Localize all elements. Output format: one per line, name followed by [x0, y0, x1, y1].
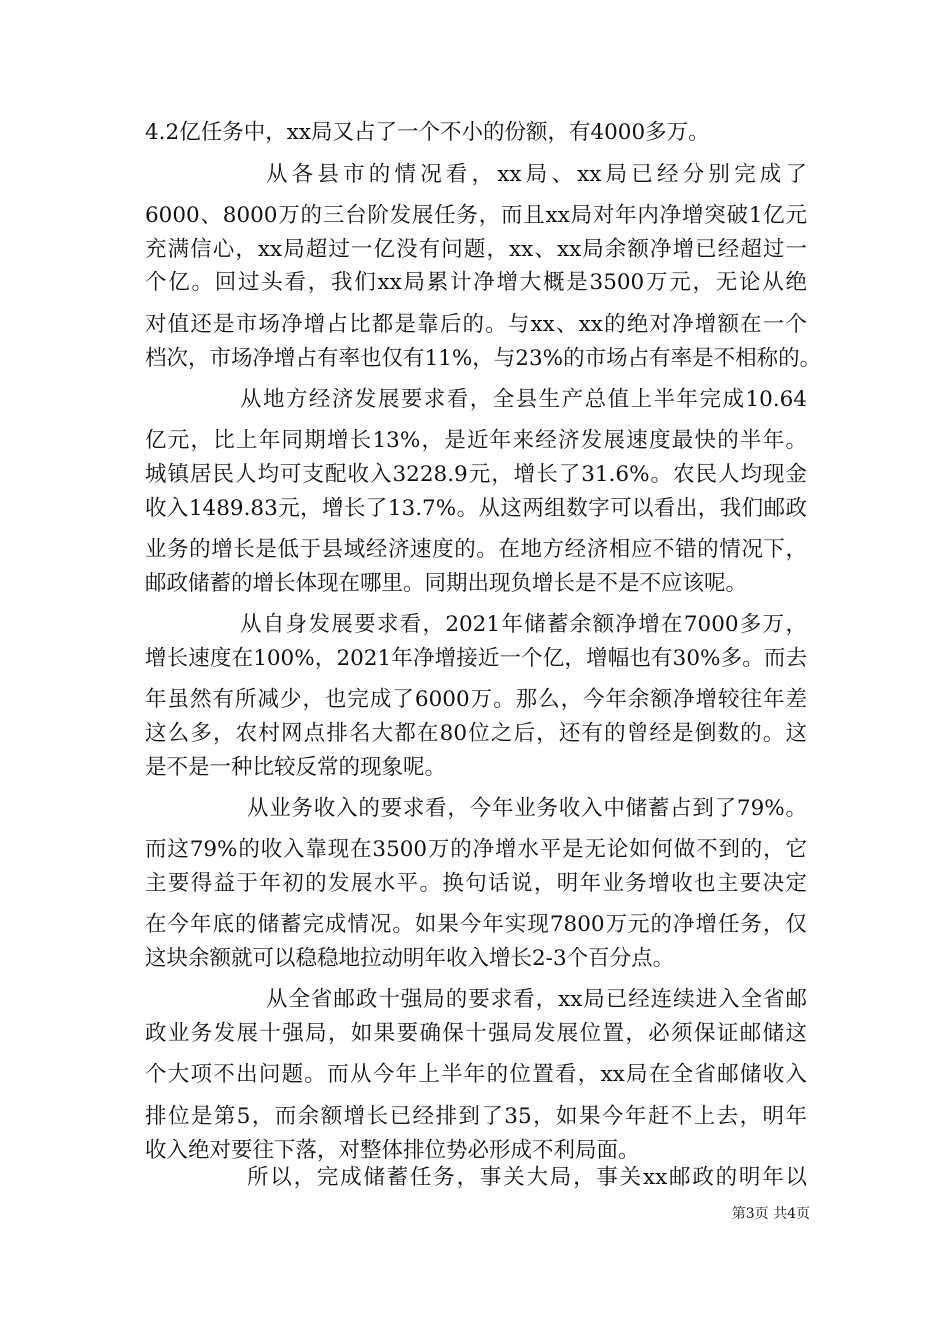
text-line-5: 个亿。回过头看，我们xx局累计净增大概是3500万元，无论从绝	[145, 270, 807, 295]
text-line-25: 政业务发展十强局，如果要确保十强局发展位置，必须保证邮储这	[145, 1021, 807, 1046]
text-line-24: 从全省邮政十强局的要求看，xx局已经连续进入全省邮	[266, 987, 807, 1012]
text-line-20: 而这79%的收入靠现在3500万的净增水平是无论如何做不到的，它	[145, 837, 807, 862]
page-number-footer: 第3页 共4页	[731, 1206, 810, 1222]
text-line-2: 从各县市的情况看，xx局、xx局已经分别完成了	[266, 162, 807, 187]
text-line-3: 6000、8000万的三台阶发展任务，而且xx局对年内净增突破1亿元	[145, 203, 807, 228]
text-line-13: 邮政储蓄的增长体现在哪里。同期出现负增长是不是不应该呢。	[145, 571, 748, 596]
text-line-7: 档次，市场净增占有率也仅有11%，与23%的市场占有率是不相称的。	[145, 346, 822, 371]
text-line-4: 充满信心，xx局超过一亿没有问题，xx、xx局余额净增已经超过一	[145, 237, 807, 262]
text-line-18: 是不是一种比较反常的现象呢。	[145, 755, 447, 780]
text-line-23: 这块余额就可以稳稳地拉动明年收入增长2-3个百分点。	[145, 946, 675, 971]
text-line-12: 业务的增长是低于县域经济速度的。在地方经济相应不错的情况下，	[145, 537, 807, 562]
text-line-1: 4.2亿任务中，xx局又占了一个不小的份额，有4000多万。	[145, 120, 710, 145]
text-line-6: 对值还是市场净增占比都是靠后的。与xx、xx的绝对净增额在一个	[145, 312, 807, 337]
text-line-17: 这么多，农村网点排名大都在80位之后，还有的曾经是倒数的。这	[145, 721, 807, 746]
text-line-22: 在今年底的储蓄完成情况。如果今年实现7800万元的净增任务，仅	[145, 912, 807, 937]
text-line-16: 年虽然有所减少，也完成了6000万。那么，今年余额净增较往年差	[145, 687, 807, 712]
text-line-29: 所以，完成储蓄任务，事关大局，事关xx邮政的明年以	[247, 1165, 807, 1190]
text-line-15: 增长速度在100%，2021年净增接近一个亿，增幅也有30%多。而去	[145, 646, 807, 671]
text-line-9: 亿元，比上年同期增长13%，是近年来经济发展速度最快的半年。	[145, 428, 807, 453]
text-line-26: 个大项不出问题。而从今年上半年的位置看，xx局在全省邮储收入	[145, 1062, 807, 1087]
text-line-27: 排位是第5，而余额增长已经排到了35，如果今年赶不上去，明年	[145, 1104, 807, 1129]
text-line-8: 从地方经济发展要求看，全县生产总值上半年完成10.64	[240, 387, 807, 412]
text-line-21: 主要得益于年初的发展水平。换句话说，明年业务增收也主要决定	[145, 871, 807, 896]
text-line-10: 城镇居民人均可支配收入3228.9元，增长了31.6%。农民人均现金	[145, 462, 807, 487]
text-line-19: 从业务收入的要求看，今年业务收入中储蓄占到了79%。	[247, 796, 807, 821]
text-line-14: 从自身发展要求看，2021年储蓄余额净增在7000多万，	[240, 612, 807, 637]
text-line-11: 收入1489.83元，增长了13.7%。从这两组数字可以看出，我们邮政	[145, 496, 807, 521]
text-line-28: 收入绝对要往下落，对整体排位势必形成不利局面。	[145, 1138, 640, 1163]
